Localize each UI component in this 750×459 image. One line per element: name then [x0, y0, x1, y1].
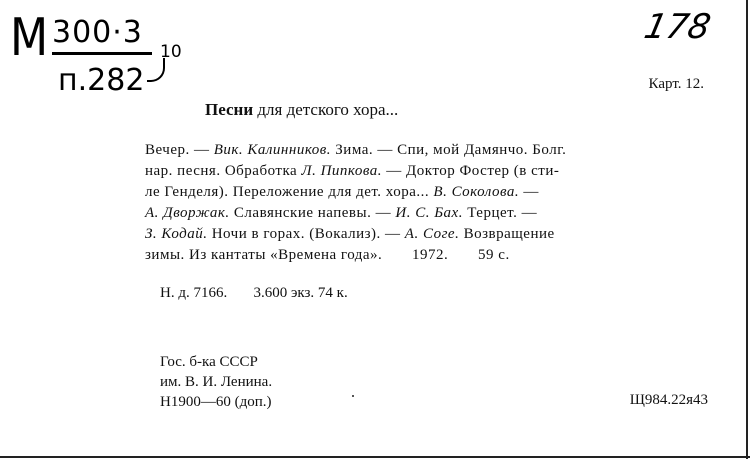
library-stamp — [160, 352, 272, 412]
author-name: Л. Пипкова. — [301, 163, 383, 179]
annotation-text: Вечер. — — [145, 142, 214, 158]
library-line-2: им. В. И. Ленина. — [160, 374, 273, 390]
card-number: Карт. 12. — [648, 76, 704, 92]
author-name: И. С. Бах. — [395, 205, 463, 221]
annotation-line — [145, 140, 707, 161]
shelfmark-arc — [147, 58, 165, 82]
annotation-line — [145, 224, 707, 245]
library-line-1: Гос. б-ка СССР — [160, 354, 258, 370]
annotation-text: зимы. Из кантаты «Времена года». 1972. 59 с. — [145, 247, 510, 263]
speck — [352, 395, 354, 397]
shelfmark-underline — [52, 52, 152, 55]
annotation-text: нар. песня. Обработка — [145, 163, 302, 179]
card-edge-right — [746, 0, 748, 459]
annotation-line — [145, 161, 707, 182]
annotation-text: Возвращение — [459, 226, 555, 242]
title-rest: для детского хора... — [253, 100, 399, 119]
author-name: Вик. Калинников. — [213, 142, 332, 158]
annotation-line — [145, 245, 707, 266]
author-name: В. Соколова. — [433, 184, 520, 200]
annotation-text: ле Генделя). Переложение для дет. хора... — [145, 184, 434, 200]
card-title — [205, 100, 398, 120]
annotation-text: — Доктор Фостер (в сти- — [382, 163, 560, 179]
annotation-text: Ночи в горах. (Вокализ). — — [207, 226, 405, 242]
classification-code: Щ984.22я43 — [629, 392, 708, 408]
annotation-line — [145, 203, 707, 224]
author-name: А. Соге. — [404, 226, 460, 242]
annotation-text: Зима. — Спи, мой Дамянчо. Болг. — [331, 142, 567, 158]
annotation-text: Терцет. — — [462, 205, 538, 221]
publication-meta: Н. д. 7166. 3.600 экз. 74 к. — [160, 285, 348, 301]
shelfmark-number: 300·3 — [52, 15, 143, 50]
contents-annotation — [145, 140, 707, 266]
card-edge-bottom — [0, 456, 750, 458]
shelfmark-letter: М — [10, 8, 49, 68]
inventory-number: 178 — [640, 7, 715, 47]
title-bold: Песни — [205, 100, 254, 119]
annotation-line — [145, 182, 707, 203]
shelfmark-sub: п.282 — [58, 63, 145, 98]
library-line-3: Н1900—60 (доп.) — [160, 394, 272, 410]
shelfmark-sup: 10 — [160, 42, 182, 62]
annotation-text: Славянские напевы. — — [229, 205, 396, 221]
annotation-text: — — [519, 184, 539, 200]
author-name: З. Кодай. — [145, 226, 208, 242]
author-name: А. Дворжак. — [145, 205, 230, 221]
